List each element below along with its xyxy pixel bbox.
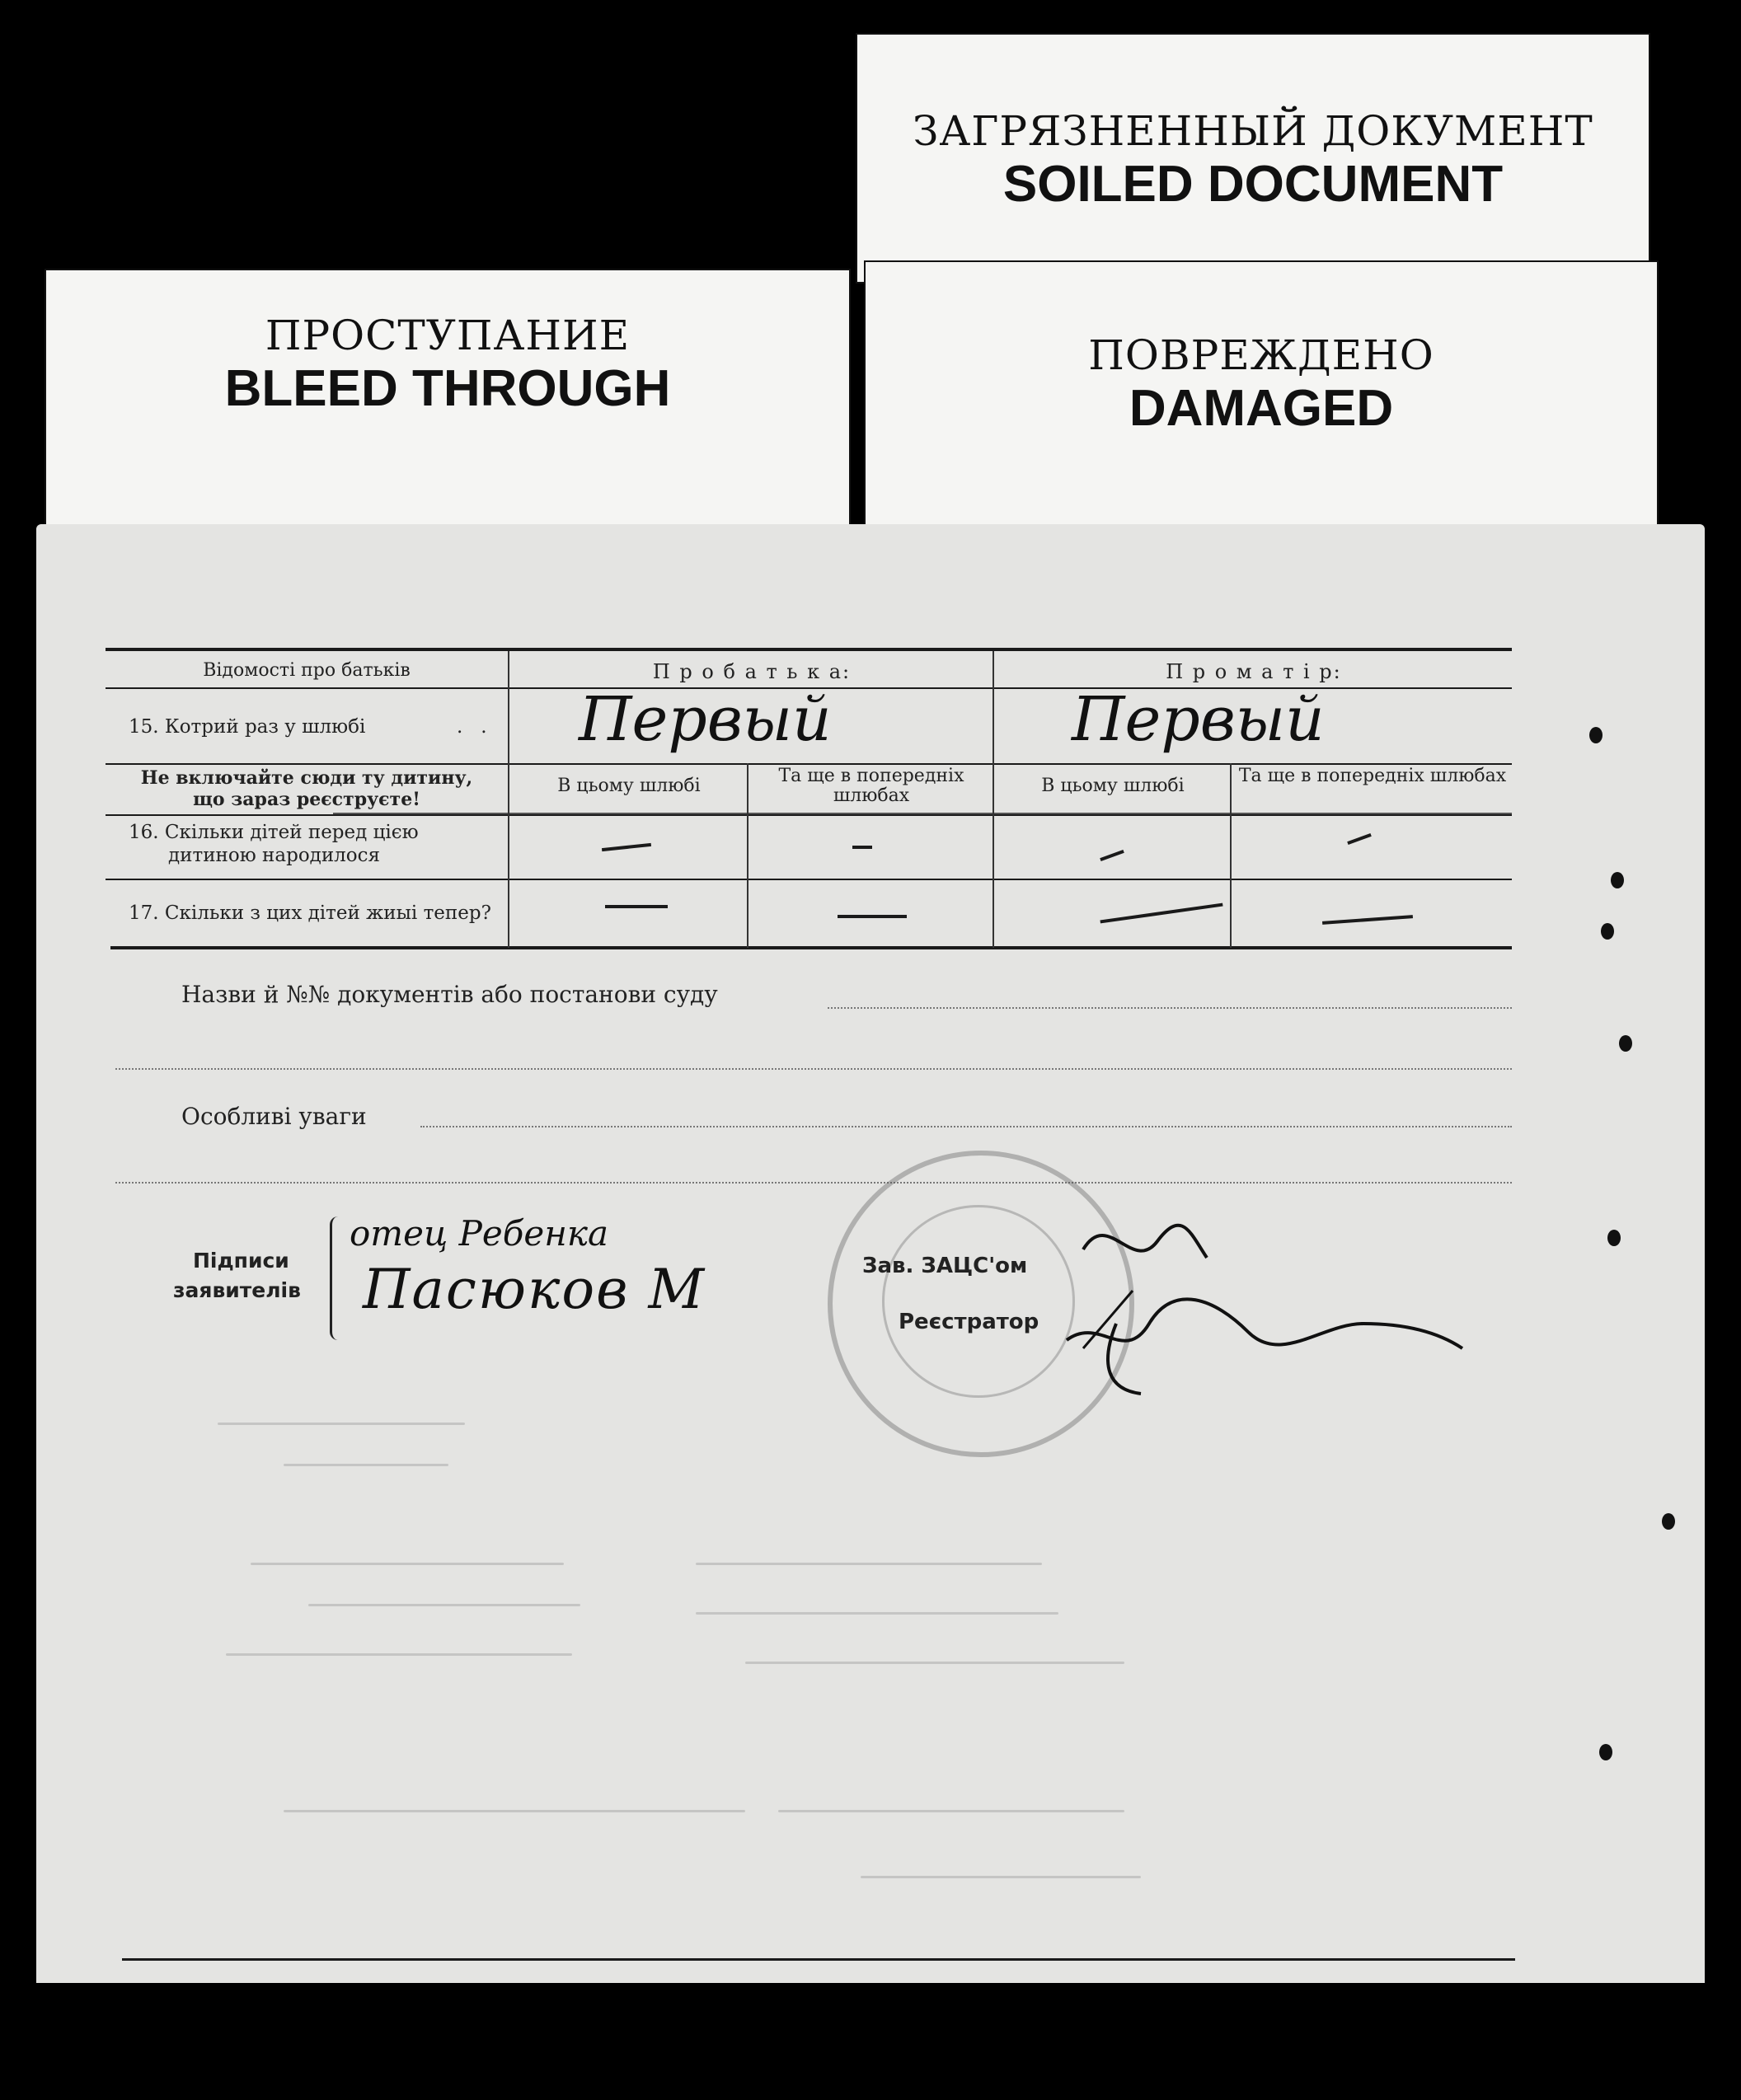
bleed-ghost (251, 1563, 564, 1565)
punch-hole (1599, 1744, 1612, 1760)
table-bottom-rule (110, 946, 1512, 949)
bleed-ghost (861, 1876, 1141, 1878)
table-rule (106, 814, 1512, 816)
bleed-ghost (308, 1604, 580, 1606)
table-top-rule (106, 648, 1512, 651)
note-line2: що зараз реєструєте! (193, 789, 420, 810)
soiled-en-label: SOILED DOCUMENT (1002, 156, 1504, 213)
table-col-rule (993, 651, 994, 948)
row16-father-this-dash (602, 843, 651, 851)
damaged-en-label: DAMAGED (1129, 380, 1394, 437)
damaged-ru-label: ПОВРЕЖДЕНО (1088, 331, 1434, 379)
soiled-document-card (857, 35, 1649, 282)
header-left: Відомості про батьків (203, 660, 411, 681)
mother-this-marriage: В цьому шлюбі (1041, 776, 1185, 796)
zags-head-label: Зав. ЗАЦС'ом (862, 1254, 1028, 1278)
bleed-ghost (284, 1464, 448, 1466)
punch-hole (1611, 872, 1624, 888)
note-line1: Не включайте сюди ту дитину, (140, 767, 473, 789)
table-col-rule (508, 651, 509, 948)
table-rule (106, 879, 1512, 880)
punch-hole (1601, 923, 1614, 940)
punch-hole (1589, 727, 1603, 743)
mother-prev-marriages: Та ще в попередніх шлюбах (1238, 766, 1507, 786)
punch-hole (1607, 1230, 1621, 1246)
bleed-ghost (778, 1810, 1124, 1812)
header-father: П р о б а т ь к а: (652, 660, 852, 683)
row15-father-value: Первый (579, 684, 832, 755)
bleed-ghost (696, 1563, 1042, 1565)
table-rule (106, 763, 1512, 765)
row17-label: 17. Скільки з цих дітей жиыі тепер? (129, 902, 491, 924)
bleed-ghost (745, 1662, 1124, 1664)
bleed-en-label: BLEED THROUGH (224, 360, 671, 417)
sheet-bottom-rule (122, 1958, 1515, 1961)
signatures-label-line1: Підписи (193, 1249, 289, 1273)
row17-mother-prev-dash (1322, 915, 1413, 925)
punch-hole (1662, 1513, 1675, 1530)
punch-hole (1619, 1035, 1632, 1052)
row17-mother-this-dash (1100, 903, 1222, 924)
table-col-rule (1230, 763, 1232, 948)
registrar-signature (1050, 1200, 1479, 1406)
row16-line1: 16. Скільки дітей перед цією (129, 822, 419, 843)
document-sheet (36, 524, 1705, 1983)
documents-label: Назви й №№ документів або постанови суду (181, 981, 718, 1008)
applicant-signature-2: Пасюков М (363, 1258, 706, 1321)
row16-mother-prev-dash (1347, 833, 1372, 845)
row17-father-this-dash (605, 905, 668, 908)
row15-mother-value: Первый (1072, 684, 1325, 755)
registrar-label: Реєстратор (899, 1310, 1039, 1334)
row17-father-prev-dash (838, 915, 907, 918)
row16-mother-this-dash (1100, 850, 1124, 861)
notes-line (420, 1126, 1512, 1127)
row16-father-prev-dash (852, 846, 872, 849)
applicant-signature-1: отец Ребенка (350, 1213, 609, 1254)
documents-line (828, 1007, 1512, 1009)
soiled-ru-label: ЗАГРЯЗНЕННЫЙ ДОКУМЕНТ (913, 107, 1593, 155)
father-this-marriage: В цьому шлюбі (557, 776, 701, 796)
damaged-card (866, 262, 1657, 526)
row15-label: 15. Котрий раз у шлюбі (129, 716, 366, 738)
header-mother: П р о м а т і р: (1166, 660, 1342, 683)
bleed-ghost (226, 1653, 572, 1656)
documents-line-2 (115, 1068, 1512, 1070)
table-col-rule (747, 763, 748, 948)
bleed-ghost (696, 1612, 1058, 1615)
bleed-ghost (218, 1423, 465, 1425)
signatures-brace (330, 1216, 344, 1340)
bleed-ru-label: ПРОСТУПАНИЕ (265, 312, 631, 359)
notes-label: Особливі уваги (181, 1103, 367, 1130)
row16-line2: дитиною народилося (168, 845, 381, 866)
bleed-through-card (46, 270, 849, 534)
notes-line-2 (115, 1182, 1512, 1184)
signatures-label-line2: заявителів (173, 1278, 301, 1302)
bleed-ghost (284, 1810, 745, 1812)
dot-leader: . . (457, 716, 487, 738)
father-prev-marriages: Та ще в попередніх шлюбах (778, 766, 964, 807)
